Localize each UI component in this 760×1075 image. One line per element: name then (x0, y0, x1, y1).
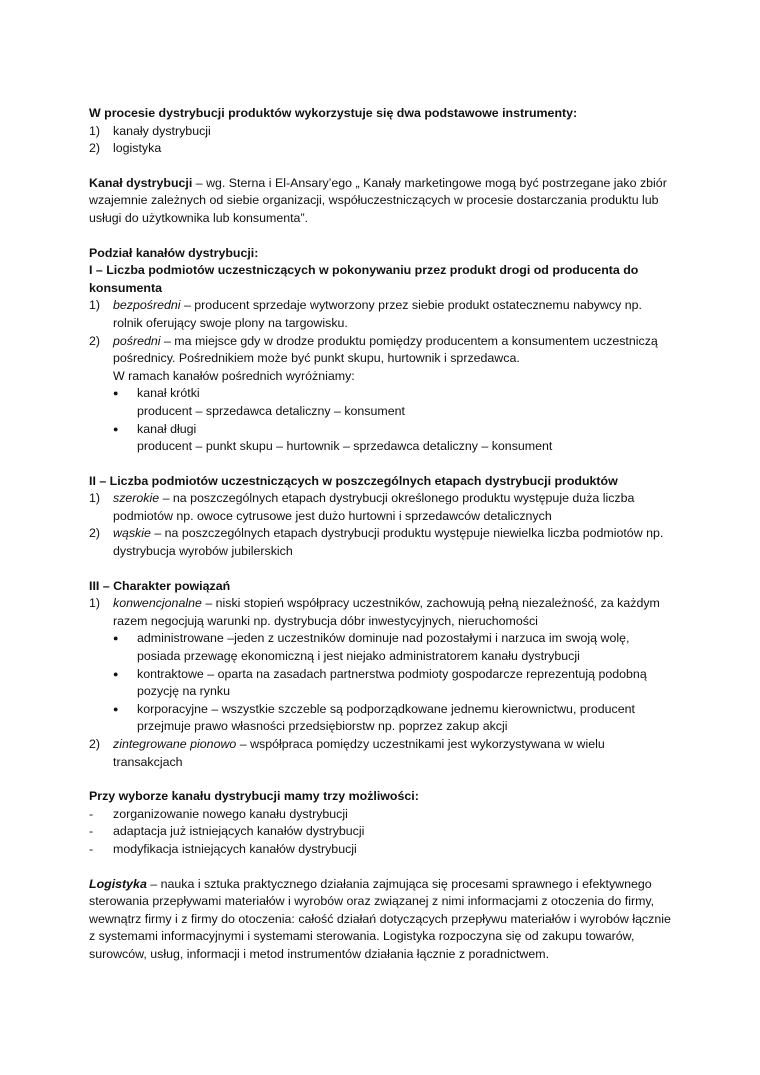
choice-heading: Przy wyborze kanału dystrybucji mamy trzy możliwości: (89, 789, 419, 804)
bullet-icon: ● (113, 388, 119, 399)
section2-heading: II – Liczba podmiotów uczestniczących w poszczególnych etapach dystrybucji produktów (89, 473, 618, 488)
bullet-item: ● administrowane –jeden z uczestników dominuje nad pozostałymi i narzuca im swoją wolę, posiada przewagę ekonomiczną i jest niejako administratorem kanału dystrybucji (89, 630, 674, 665)
list-item: 1) konwencjonalne – niski stopień współpracy uczestników, zachowują pełną niezależność, za każdym razem negocjują warunki np. dystrybucja dóbr inwestycyjnych, nieruchomości (89, 596, 660, 628)
list-item: 2) zintegrowane pionowo – współpraca pomiędzy uczestnikami jest wykorzystywana w wielu transakcjach (89, 737, 605, 769)
list-item: 1) szerokie – na poszczególnych etapach dystrybucji określonego produktu występuje duża liczba podmiotów np. owoce cytrusowe jest dużo hurtowni i sprzedawców detalicznych (89, 491, 635, 523)
dash-item: - zorganizowanie nowego kanału dystrybucji (89, 806, 348, 821)
definition-paragraph: Kanał dystrybucji – wg. Sterna i El-Ansary’ego „ Kanały marketingowe mogą być postrzegane jako zbiór wzajemnie zależnych od siebie organizacji, współuczestniczących w procesie dostarczania produktu lub usługi do użytkownika lub konsumenta”. (89, 175, 667, 225)
dash-item: - modyfikacja istniejących kanałów dystrybucji (89, 841, 357, 856)
bullet-icon: ● (113, 703, 119, 714)
bullet-item: ● kontraktowe – oparta na zasadach partnerstwa podmioty gospodarcze reprezentują podobną pozycję na rynku (89, 666, 674, 701)
section3-heading: III – Charakter powiązań (89, 578, 231, 593)
division-heading: Podział kanałów dystrybucji: (89, 245, 259, 260)
list-item: 2) wąskie – na poszczególnych etapach dystrybucji produktu występuje niewielka liczba podmiotów np. dystrybucja wyrobów jubilerskich (89, 526, 664, 559)
bullet-item: ● kanał krótki producent – sprzedawca detaliczny – konsument (89, 385, 674, 420)
bullet-item: ● kanał długi producent – punkt skupu – hurtownik – sprzedawca detaliczny – konsument (89, 421, 674, 456)
indirect-intro: W ramach kanałów pośrednich wyróżniamy: (113, 368, 355, 383)
list-item: 2) logistyka (89, 141, 162, 156)
bullet-icon: ● (113, 633, 119, 644)
list-item: 1) kanały dystrybucji (89, 123, 211, 138)
intro-heading: W procesie dystrybucji produktów wykorzystuje się dwa podstawowe instrumenty: (89, 106, 578, 120)
list-item: 1) bezpośredni – producent sprzedaje wytworzony przez siebie produkt ostatecznemu nabywcy np. rolnik oferujący swoje plony na targowisku. (89, 298, 642, 330)
definition-term: Kanał dystrybucji (89, 175, 193, 190)
document-content (89, 105, 674, 964)
dash-item: - adaptacja już istniejących kanałów dystrybucji (89, 824, 365, 839)
list-item: 2) pośredni – ma miejsce gdy w drodze produktu pomiędzy producentem a konsumentem uczestniczą pośrednicy. Pośrednikiem może być punkt skupu, hurtownik i sprzedawca. (89, 333, 658, 366)
bullet-item: ● korporacyjne – wszystkie szczeble są podporządkowane jednemu kierownictwu, producent przejmuje prawo własności przedsiębiorstw np. poprzez zakup akcji (89, 701, 674, 736)
bullet-icon: ● (113, 423, 119, 434)
logistics-term: Logistyka (89, 876, 147, 891)
bullet-icon: ● (113, 668, 119, 679)
section1-heading: I – Liczba podmiotów uczestniczących w pokonywaniu przez produkt drogi od producenta do konsumenta (89, 263, 639, 295)
logistics-paragraph: Logistyka – nauka i sztuka praktycznego działania zajmująca się procesami sprawnego i efektywnego sterowania przepływami materiałów i wyrobów oraz związanej z nimi informacjami z otoczenia do firmy, wewnątrz firmy i z firmy do otoczenia: całość działań dotyczących przepływu materiałów i wyrobów łącznie z systemami informacyjnymi i systemami sterowania. Logistyka rozpoczyna się od zakupu towarów, surowców, usług, informacji i metod instrumentów działania łącznie z poradnictwem. (89, 876, 671, 961)
